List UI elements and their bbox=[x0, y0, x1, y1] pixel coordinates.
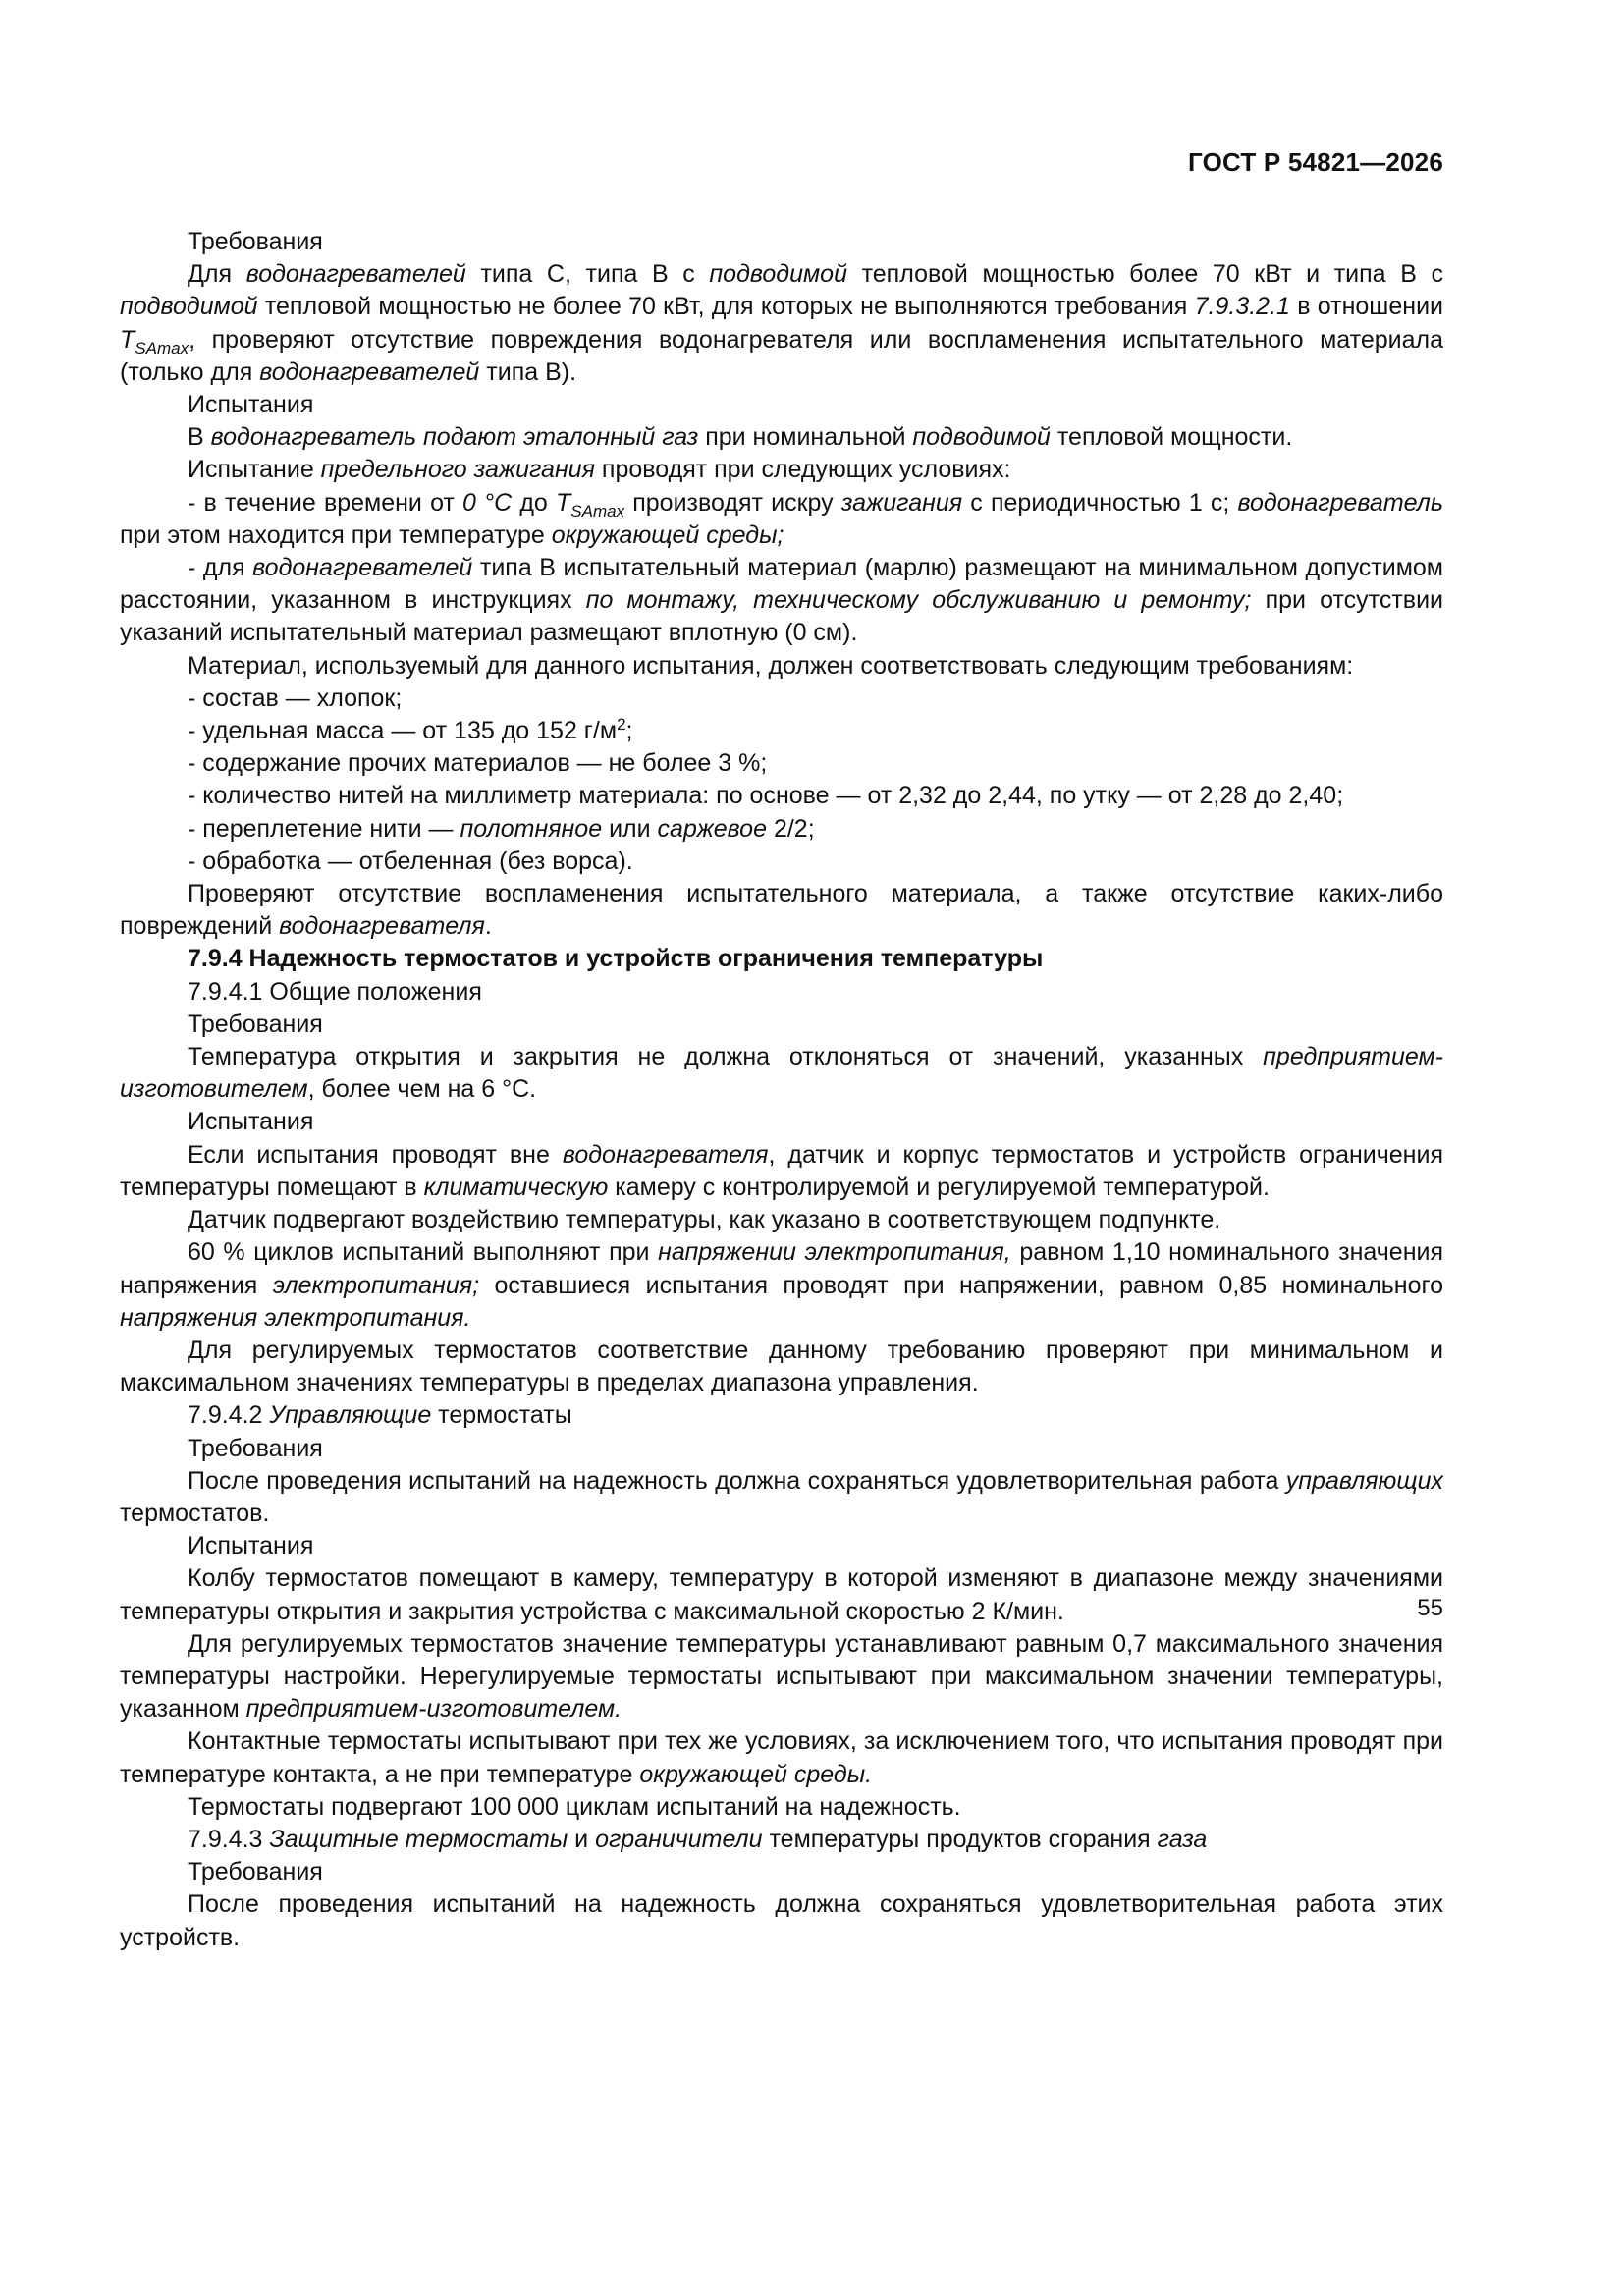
text-segment: с периодичностью 1 с; bbox=[962, 488, 1238, 517]
para-15 bbox=[120, 1628, 1443, 1726]
text-segment: электропитания; bbox=[272, 1271, 480, 1299]
text-segment: при номинальной bbox=[698, 423, 913, 452]
text-segment: Требования bbox=[188, 228, 323, 255]
text-segment: Испытания bbox=[188, 391, 314, 419]
req-label-3 bbox=[120, 1433, 1443, 1465]
text-segment: - содержание прочих материалов — не более 3 %; bbox=[188, 749, 768, 778]
text-segment: газа bbox=[1157, 1825, 1208, 1853]
text-segment: окружающей среды. bbox=[639, 1760, 873, 1788]
text-segment: В bbox=[188, 423, 211, 452]
text-segment: Управляющие bbox=[269, 1401, 432, 1430]
document-header: ГОСТ Р 54821—2026 bbox=[1188, 147, 1443, 177]
text-segment: окружающей среды; bbox=[551, 520, 784, 549]
text-segment: Колбу термостатов помещают в камеру, температуру в которой изменяют в диапазоне между значениями температуры открытия и закрытия устройства с максимальной скоростью 2 К/мин. bbox=[120, 1564, 1443, 1625]
test-label-3 bbox=[120, 1530, 1443, 1562]
text-segment: 7.9.4 Надежность термостатов и устройств ограничения температуры bbox=[188, 945, 1044, 973]
text-segment: После проведения испытаний на надежность должна сохраняться удовлетворительная работа этих устройств. bbox=[120, 1890, 1443, 1951]
text-segment: предприятием-изготовителем. bbox=[245, 1695, 622, 1723]
heading-7-9-4-3 bbox=[120, 1824, 1443, 1856]
text-segment: водонагревателя bbox=[279, 912, 485, 941]
para-11 bbox=[120, 1236, 1443, 1335]
heading-7-9-4 bbox=[120, 943, 1443, 975]
text-segment: напряжения электропитания. bbox=[120, 1303, 471, 1332]
text-segment: Испытания bbox=[188, 1108, 314, 1136]
text-segment: равном 1,10 номинального значения напряжения bbox=[120, 1238, 1443, 1299]
para-2 bbox=[120, 421, 1443, 454]
text-segment: , проверяют отсутствие повреждения водонагревателя или воспламенения испытательного материала (только для bbox=[120, 325, 1443, 386]
para-17 bbox=[120, 1791, 1443, 1824]
text-segment: предельного зажигания bbox=[320, 456, 595, 484]
list-weave bbox=[120, 813, 1443, 846]
req-label-1 bbox=[120, 226, 1443, 258]
text-segment: Испытание bbox=[188, 456, 321, 484]
text-segment: при этом находится при температуре bbox=[120, 520, 552, 549]
text-segment: 7.9.4.2 bbox=[188, 1401, 270, 1430]
text-segment: и bbox=[568, 1825, 596, 1853]
text-segment: - переплетение нити — bbox=[188, 814, 460, 843]
text-segment: Защитные термостаты bbox=[269, 1825, 568, 1853]
para-8 bbox=[120, 1041, 1443, 1106]
text-segment: тепловой мощности. bbox=[1050, 423, 1293, 452]
text-segment: Контактные термостаты испытывают при тех же условиях, за исключением того, что испытания проводят при температуре контакта, а не при температуре bbox=[120, 1727, 1443, 1788]
text-segment: . bbox=[484, 912, 492, 941]
para-4 bbox=[120, 487, 1443, 552]
text-segment: напряжении электропитания, bbox=[658, 1238, 1011, 1267]
list-mass bbox=[120, 715, 1443, 747]
text-segment: в отношении bbox=[1289, 293, 1443, 321]
text-segment: предприятием-изготовителем bbox=[120, 1043, 1443, 1104]
text-segment: 2 bbox=[617, 715, 626, 735]
text-segment: После проведения испытаний на надежность должна сохраняться удовлетворительная работа bbox=[188, 1466, 1286, 1495]
text-segment: зажигания bbox=[840, 488, 963, 517]
text-segment: оставшиеся испытания проводят при напряжении, равном 0,85 номинального bbox=[479, 1271, 1443, 1299]
text-segment: тепловой мощностью не более 70 кВт, для которых не выполняются требования bbox=[257, 293, 1195, 321]
text-segment: водонагревателей bbox=[259, 357, 480, 386]
text-segment: проводят при следующих условиях: bbox=[594, 456, 1011, 484]
text-segment: управляющих bbox=[1285, 1466, 1443, 1495]
text-segment: термостаты bbox=[431, 1401, 572, 1430]
text-segment: SAmax bbox=[570, 501, 625, 520]
list-threads bbox=[120, 780, 1443, 812]
text-segment: - состав — хлопок; bbox=[188, 683, 403, 712]
text-segment: - для bbox=[188, 554, 253, 582]
text-segment: 7.9.4.1 Общие положения bbox=[188, 977, 482, 1006]
para-6 bbox=[120, 650, 1443, 683]
text-segment: ; bbox=[625, 717, 633, 745]
text-segment: Температура открытия и закрытия не должна отклоняться от значений, указанных bbox=[188, 1043, 1264, 1071]
para-13 bbox=[120, 1465, 1443, 1530]
text-segment: термостатов. bbox=[120, 1499, 270, 1527]
test-label-2 bbox=[120, 1106, 1443, 1138]
heading-7-9-4-2 bbox=[120, 1399, 1443, 1432]
text-segment: камеру с контролируемой и регулируемой температурой. bbox=[608, 1173, 1270, 1201]
text-segment: подводимой bbox=[120, 293, 258, 321]
para-5 bbox=[120, 552, 1443, 650]
list-other-materials bbox=[120, 747, 1443, 780]
text-segment: Требования bbox=[188, 1434, 323, 1462]
para-12 bbox=[120, 1335, 1443, 1399]
para-3 bbox=[120, 454, 1443, 486]
req-label-2 bbox=[120, 1009, 1443, 1041]
text-segment: производят искру bbox=[624, 488, 841, 517]
text-segment: водонагревателей bbox=[245, 260, 466, 289]
text-segment: подводимой bbox=[912, 423, 1051, 452]
text-segment: саржевое bbox=[657, 814, 767, 843]
text-segment: - удельная масса — от 135 до 152 г/м bbox=[188, 717, 618, 745]
document-body bbox=[120, 226, 1443, 1954]
text-segment: по монтажу, техническому обслуживанию и ремонту; bbox=[585, 586, 1252, 615]
text-segment: 0 °С bbox=[462, 488, 513, 517]
text-segment: Проверяют отсутствие воспламенения испытательного материала, а также отсутствие каких-либо повреждений bbox=[120, 880, 1443, 941]
text-segment: Датчик подвергают воздействию температуры, как указано в соответствующем подпункте. bbox=[188, 1206, 1221, 1234]
text-segment: Для регулируемых термостатов соответствие данному требованию проверяют при минимальном и максимальном значениях температуры в пределах диапазона управления. bbox=[120, 1336, 1443, 1397]
text-segment: типа В). bbox=[479, 357, 577, 386]
para-1 bbox=[120, 258, 1443, 389]
text-segment: Если испытания проводят вне bbox=[188, 1140, 563, 1169]
text-segment: температуры продуктов сгорания bbox=[762, 1825, 1158, 1853]
text-segment: 2/2; bbox=[767, 814, 815, 843]
text-segment: Требования bbox=[188, 1010, 323, 1038]
text-segment: , датчик и корпус термостатов и устройств ограничения температуры помещают в bbox=[120, 1140, 1443, 1201]
text-segment: Испытания bbox=[188, 1532, 314, 1560]
text-segment: , более чем на 6 °С. bbox=[307, 1075, 537, 1104]
para-18 bbox=[120, 1888, 1443, 1953]
text-segment: тепловой мощностью более 70 кВт и типа В с bbox=[846, 260, 1443, 289]
para-14 bbox=[120, 1562, 1443, 1627]
text-segment: водонагреватель bbox=[1237, 488, 1443, 517]
list-composition bbox=[120, 683, 1443, 715]
text-segment: Требования bbox=[188, 1858, 323, 1886]
para-16 bbox=[120, 1725, 1443, 1790]
text-segment: - в течение времени от bbox=[188, 488, 463, 517]
text-segment: водонагреватель подают эталонный газ bbox=[210, 423, 699, 452]
text-segment: T bbox=[556, 488, 571, 517]
text-segment: - обработка — отбеленная (без ворса). bbox=[188, 847, 633, 875]
text-segment: подводимой bbox=[709, 260, 847, 289]
list-finish bbox=[120, 846, 1443, 878]
test-label-1 bbox=[120, 389, 1443, 421]
text-segment: 60 % циклов испытаний выполняют при bbox=[188, 1238, 659, 1267]
text-segment: климатическую bbox=[423, 1173, 609, 1201]
para-9 bbox=[120, 1139, 1443, 1204]
text-segment: Для bbox=[188, 260, 246, 289]
req-label-4 bbox=[120, 1856, 1443, 1888]
text-segment: водонагревателей bbox=[252, 554, 473, 582]
text-segment: полотняное bbox=[460, 814, 603, 843]
text-segment: - количество нитей на миллиметр материала: по основе — от 2,32 до 2,44, по утку — от 2,28 до 2,40; bbox=[188, 782, 1344, 810]
para-10 bbox=[120, 1204, 1443, 1236]
text-segment: Термостаты подвергают 100 000 циклам испытаний на надежность. bbox=[188, 1792, 961, 1821]
text-segment: Для регулируемых термостатов значение температуры устанавливают равным 0,7 максимального значения температуры настройки. Нерегулируемые термостаты испытывают при максимальном значении температуры, указанном bbox=[120, 1629, 1443, 1723]
text-segment: или bbox=[602, 814, 658, 843]
text-segment: T bbox=[120, 325, 135, 354]
text-segment: 7.9.3.2.1 bbox=[1194, 293, 1290, 321]
text-segment: типа С, типа В с bbox=[465, 260, 710, 289]
text-segment: при отсутствии указаний испытательный материал размещают вплотную (0 см). bbox=[120, 586, 1444, 647]
text-segment: 7.9.4.3 bbox=[188, 1825, 270, 1853]
text-segment: до bbox=[512, 488, 556, 517]
text-segment: типа В испытательный материал (марлю) размещают на минимальном допустимом расстоянии, указанном в инструкциях bbox=[120, 554, 1443, 615]
heading-7-9-4-1 bbox=[120, 976, 1443, 1009]
text-segment: водонагревателя bbox=[562, 1140, 769, 1169]
page-number: 55 bbox=[1417, 1595, 1443, 1621]
para-7 bbox=[120, 878, 1443, 943]
text-segment: Материал, используемый для данного испытания, должен соответствовать следующим требованиям: bbox=[188, 651, 1354, 680]
text-segment: SAmax bbox=[135, 338, 189, 357]
text-segment: ограничители bbox=[595, 1825, 763, 1853]
